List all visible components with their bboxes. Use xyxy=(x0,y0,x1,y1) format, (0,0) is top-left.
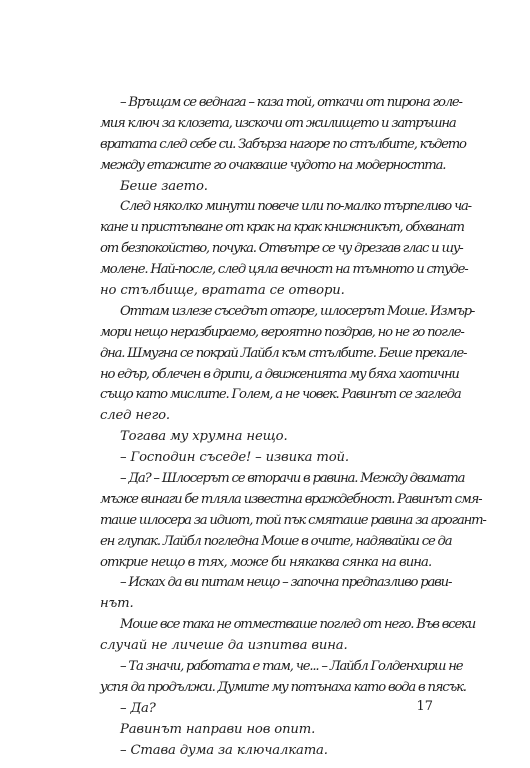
text-line: молене. Най-после, след цяла вечност на тъмното и студе- xyxy=(100,262,468,278)
text-line: таше шлосера за идиот, той пък смяташе равина за арогант- xyxy=(100,512,486,528)
text-line: случай не личеше да изпитва вина. xyxy=(100,638,348,654)
text-line: между етажите го очакваше чудото на модерността. xyxy=(100,157,446,173)
text-line: вратата след себе си. Забърза нагоре по стълбите, където xyxy=(100,136,466,152)
text-line: дна. Шмугна се покрай Лайбл към стълбите. Беше прекале- xyxy=(100,345,467,361)
text-line: Моше все така не отместваше поглед от него. Във всеки xyxy=(120,617,476,633)
text-line: от безпокойство, почука. Отвътре се чу дрезгав глас и шу- xyxy=(100,241,463,257)
text-line: след него. xyxy=(100,408,170,424)
text-line: – Да? – Шлосерът се вторачи в равина. Между двамата xyxy=(120,471,465,487)
text-line: – Та значи, работата е там, че... – Лайбл Голденхирш не xyxy=(120,659,463,675)
text-line: – Връщам се веднага – каза той, откачи от пирона голе- xyxy=(120,95,462,110)
text-line: – Господин съседе! – извика той. xyxy=(120,450,349,466)
text-line: но стълбище, вратата се отвори. xyxy=(100,283,345,299)
text-line: Оттам излезе съседът отгоре, шлосерът Моше. Измър- xyxy=(120,303,475,319)
text-line: Беше заето. xyxy=(120,178,208,194)
text-line: След няколко минути повече или по-малко търпеливо ча- xyxy=(120,199,471,215)
text-line: мори нещо неразбираемо, вероятно поздрав, но не го погле- xyxy=(100,324,464,340)
text-line: – Става дума за ключалката. xyxy=(120,742,328,758)
text-line: но едър, облечен в дрипи, а движенията му бяха хаотични xyxy=(100,366,459,382)
text-line: кане и пристъпване от крак на крак книжникът, обхванат xyxy=(100,220,464,236)
text-line: – Да? xyxy=(120,700,156,716)
text-line: също като мислите. Голем, а не човек. Равинът се загледа xyxy=(100,387,461,403)
page-number: 17 xyxy=(416,699,433,714)
text-line: нът. xyxy=(100,596,134,612)
text-line: Равинът направи нов опит. xyxy=(120,721,316,737)
text-line: – Исках да ви питам нещо – започна предпазливо рави- xyxy=(120,575,452,591)
text-line: ен глупак. Лайбл погледна Моше в очите, надявайки се да xyxy=(100,533,452,549)
text-line: мия ключ за клозета, изскочи от жилището и затръшна xyxy=(100,115,456,131)
text-line: успя да продължи. Думите му потънаха като вода в пясък. xyxy=(100,679,466,695)
body-text xyxy=(100,93,486,762)
text-line: мъже винаги бе тляла известна враждебност. Равинът смя- xyxy=(100,491,482,507)
text-line: открие нещо в тях, може би някаква сянка на вина. xyxy=(100,554,432,570)
text-line: Тогава му хрумна нещо. xyxy=(120,429,288,445)
